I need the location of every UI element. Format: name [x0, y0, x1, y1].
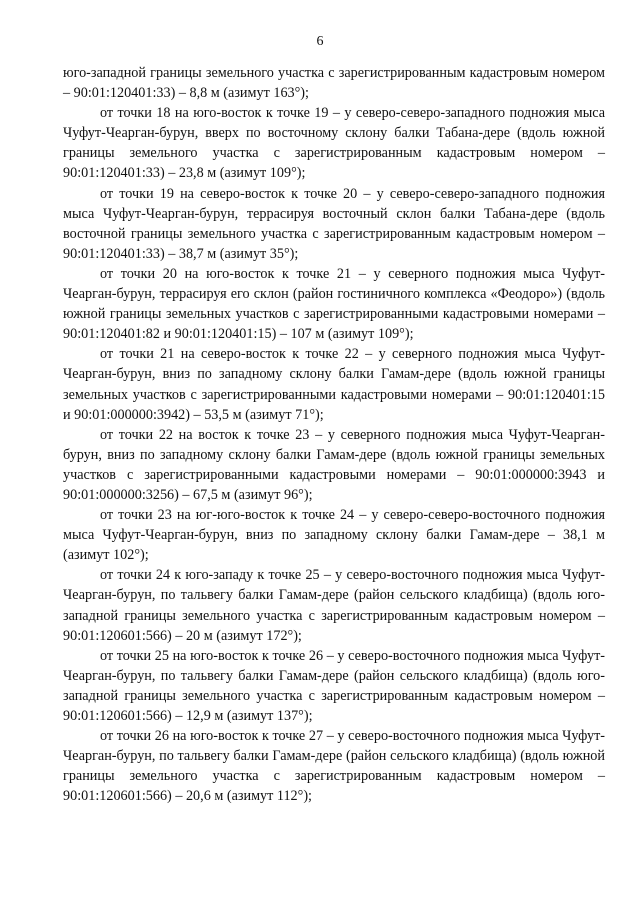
- paragraph-point-20-21: от точки 20 на юго-восток к точке 21 – у северного подножия мыса Чуфут-Чеарган-бурун, террасируя его склон (район гостиничного комплекса «Феодоро») (вдоль южной границы земельных участков с зарегистрированными кадастровыми номерами – 90:01:120401:82 и 90:01:120401:15) – 107 м (азимут 109°);: [63, 265, 605, 343]
- paragraph-continuation: юго-западной границы земельного участка с зарегистрированным кадастровым номером – 90:01:120401:33) – 8,8 м (азимут 163°);: [63, 65, 605, 102]
- paragraph-point-19-20: от точки 19 на северо-восток к точке 20 – у северо-северо-западного подножия мыса Чуфут-Чеарган-бурун, террасируя восточный склон балки Табана-дере (вдоль восточной границы земельного участка с зарегистрированным кадастровым номером – 90:01:120401:33) – 38,7 м (азимут 35°);: [63, 185, 605, 262]
- paragraph-point-22-23: от точки 22 на восток к точке 23 – у северного подножия мыса Чуфут-Чеарган-бурун, вниз по западному склону балки Гамам-дере (вдоль южной границы земельных участков с зарегистрированными кадастровыми номерами – 90:01:000000:3943 и 90:01:000000:3256) – 67,5 м (азимут 96°);: [63, 426, 605, 503]
- page-number: 6: [316, 34, 324, 49]
- paragraph-point-21-22: от точки 21 на северо-восток к точке 22 – у северного подножия мыса Чуфут-Чеарган-бурун, вниз по западному склону балки Гамам-дере (вдоль южной границы земельных участков с зарегистрированными кадастровыми номерами – 90:01:120401:15 и 90:01:000000:3942) – 53,5 м (азимут 71°);: [63, 346, 605, 423]
- document-body: [63, 63, 605, 806]
- paragraph-point-18-19: от точки 18 на юго-восток к точке 19 – у северо-северо-западного подножия мыса Чуфут-Чеарган-бурун, вверх по восточному склону балки Табана-дере (вдоль южной границы земельного участка с зарегистрированным кадастровым номером – 90:01:120401:33) – 23,8 м (азимут 109°);: [63, 105, 605, 182]
- paragraph-point-23-24: от точки 23 на юг-юго-восток к точке 24 – у северо-северо-восточного подножия мыса Чуфут-Чеарган-бурун, вниз по западному склону балки Гамам-дере – 38,1 м (азимут 102°);: [63, 507, 605, 564]
- paragraph-point-25-26: от точки 25 на юго-восток к точке 26 – у северо-восточного подножия мыса Чуфут-Чеарган-бурун, по тальвегу балки Гамам-дере (район сельского кладбища) (вдоль юго-западной границы земельного участка с зарегистрированным кадастровым номером – 90:01:120601:566) – 12,9 м (азимут 137°);: [63, 647, 605, 724]
- paragraph-point-26-27: от точки 26 на юго-восток к точке 27 – у северо-восточного подножия мыса Чуфут-Чеарган-бурун, по тальвегу балки Гамам-дере (район сельского кладбища) (вдоль южной границы земельного участка с зарегистрированным кадастровым номером – 90:01:120601:566) – 20,6 м (азимут 112°);: [63, 728, 605, 805]
- paragraph-point-24-25: от точки 24 к юго-западу к точке 25 – у северо-восточного подножия мыса Чуфут-Чеарган-бурун, по тальвегу балки Гамам-дере (район сельского кладбища) (вдоль юго-западной границы земельного участка с зарегистрированным кадастровым номером – 90:01:120601:566) – 20 м (азимут 172°);: [63, 567, 605, 644]
